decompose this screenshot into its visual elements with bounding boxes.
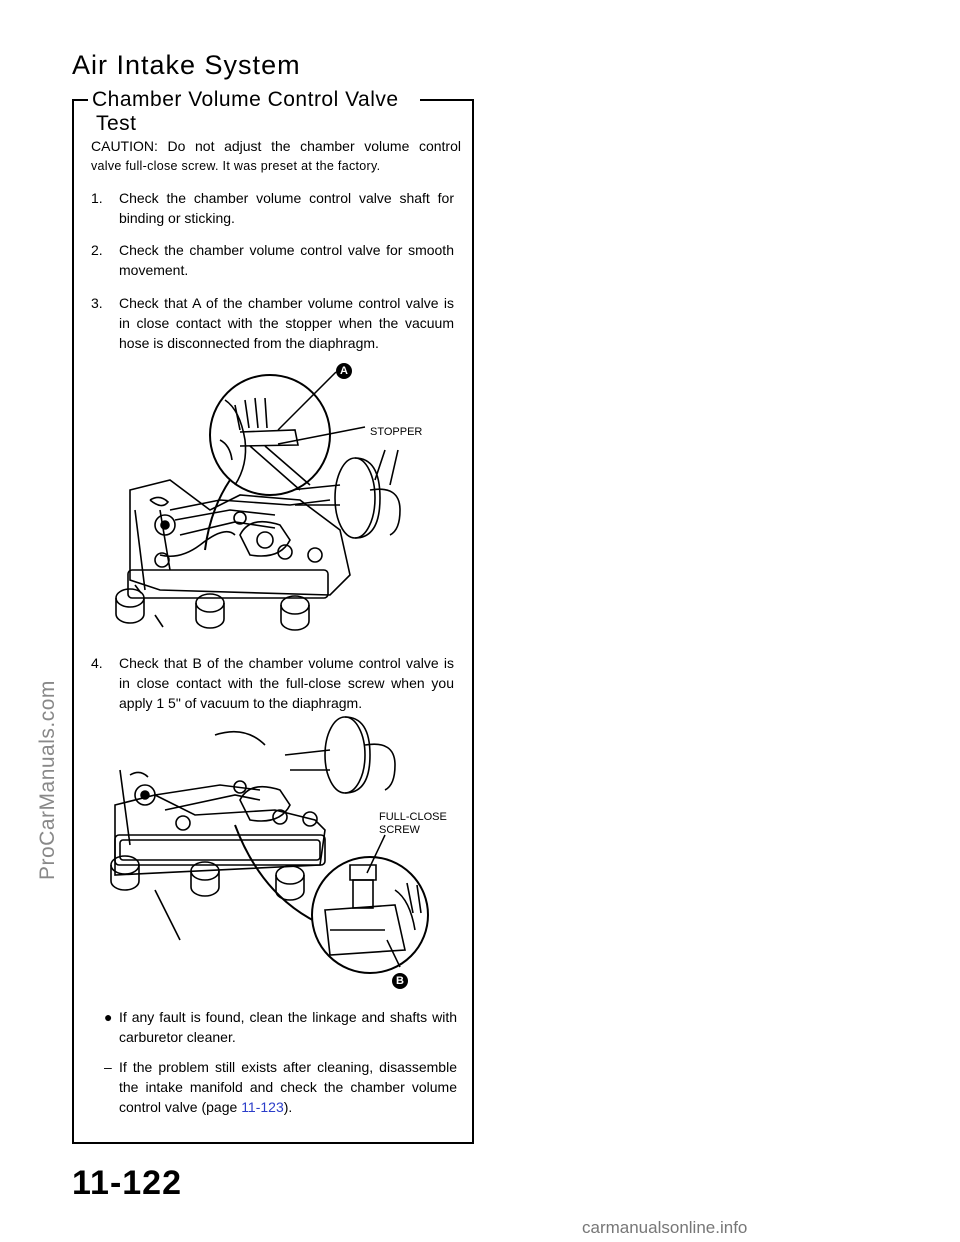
note-text: If any fault is found, clean the linkage and shafts with carburetor cleaner. [119, 1009, 457, 1045]
caution-note [91, 136, 461, 176]
frame-top-left-rule [72, 99, 88, 101]
manifold-body [115, 732, 325, 875]
caution-line2: valve full-close screw. It was preset at the factory. [91, 159, 381, 173]
step-number: 3. [91, 295, 103, 311]
subsection-title [92, 88, 399, 136]
step-4 [91, 653, 454, 713]
step-text: Check the chamber volume control valve for smooth movement. [119, 242, 454, 278]
step-number: 4. [91, 655, 103, 671]
full-close-screw-label [379, 811, 447, 837]
page-number: 11-122 [72, 1164, 182, 1202]
frame-top-right-rule [420, 99, 472, 101]
step-text: Check that A of the chamber volume control valve is in close contact with the stopper when the vacuum hose is disconnected from the diaphragm. [119, 295, 454, 351]
subsection-title-line2: Test [96, 112, 137, 135]
callout-a-badge: A [336, 363, 352, 379]
caution-line1: CAUTION: Do not adjust the chamber volume control [91, 138, 461, 154]
subsection-title-line1: Chamber Volume Control Valve [92, 88, 399, 111]
vacuum-diaphragm [285, 717, 395, 793]
note-clean-linkage [104, 1007, 457, 1047]
linkage-arm [150, 497, 330, 567]
note-text: If the problem still exists after cleaning, disassemble the intake manifold and check the chamber volume control valve (page [119, 1059, 457, 1115]
valve-body [240, 787, 317, 826]
valve-body [240, 522, 322, 562]
mounting-bosses [116, 589, 309, 630]
step-text: Check that B of the chamber volume control valve is in close contact with the full-close screw when you apply 1 5" of vacuum to the diaphragm. [119, 655, 454, 711]
label-line1: FULL-CLOSE [379, 811, 447, 823]
stopper-label: STOPPER [370, 426, 423, 438]
watermark-side: ProCarManuals.com [36, 680, 59, 880]
figure-stopper-diagram [100, 360, 460, 650]
page-link-11-123[interactable]: 11-123 [241, 1099, 284, 1115]
step-1 [91, 188, 454, 228]
note-text-end: ). [283, 1099, 293, 1115]
step-2 [91, 240, 454, 280]
section-title: Air Intake System [72, 50, 301, 80]
label-line2: SCREW [379, 824, 420, 836]
bullet-dot-icon: ● [104, 1009, 113, 1025]
dash-icon: – [104, 1059, 112, 1075]
watermark-bottom: carmanualsonline.info [582, 1218, 748, 1237]
mounting-bosses [111, 856, 304, 940]
step-text: Check the chamber volume control valve shaft for binding or sticking. [119, 190, 454, 226]
callout-b-badge: B [392, 973, 408, 989]
figure-full-close-screw-diagram [95, 715, 465, 995]
step-3 [91, 293, 454, 353]
note-disassemble [104, 1057, 457, 1117]
step-number: 1. [91, 190, 103, 206]
detail-magnifier-a [210, 375, 330, 495]
step-number: 2. [91, 242, 103, 258]
